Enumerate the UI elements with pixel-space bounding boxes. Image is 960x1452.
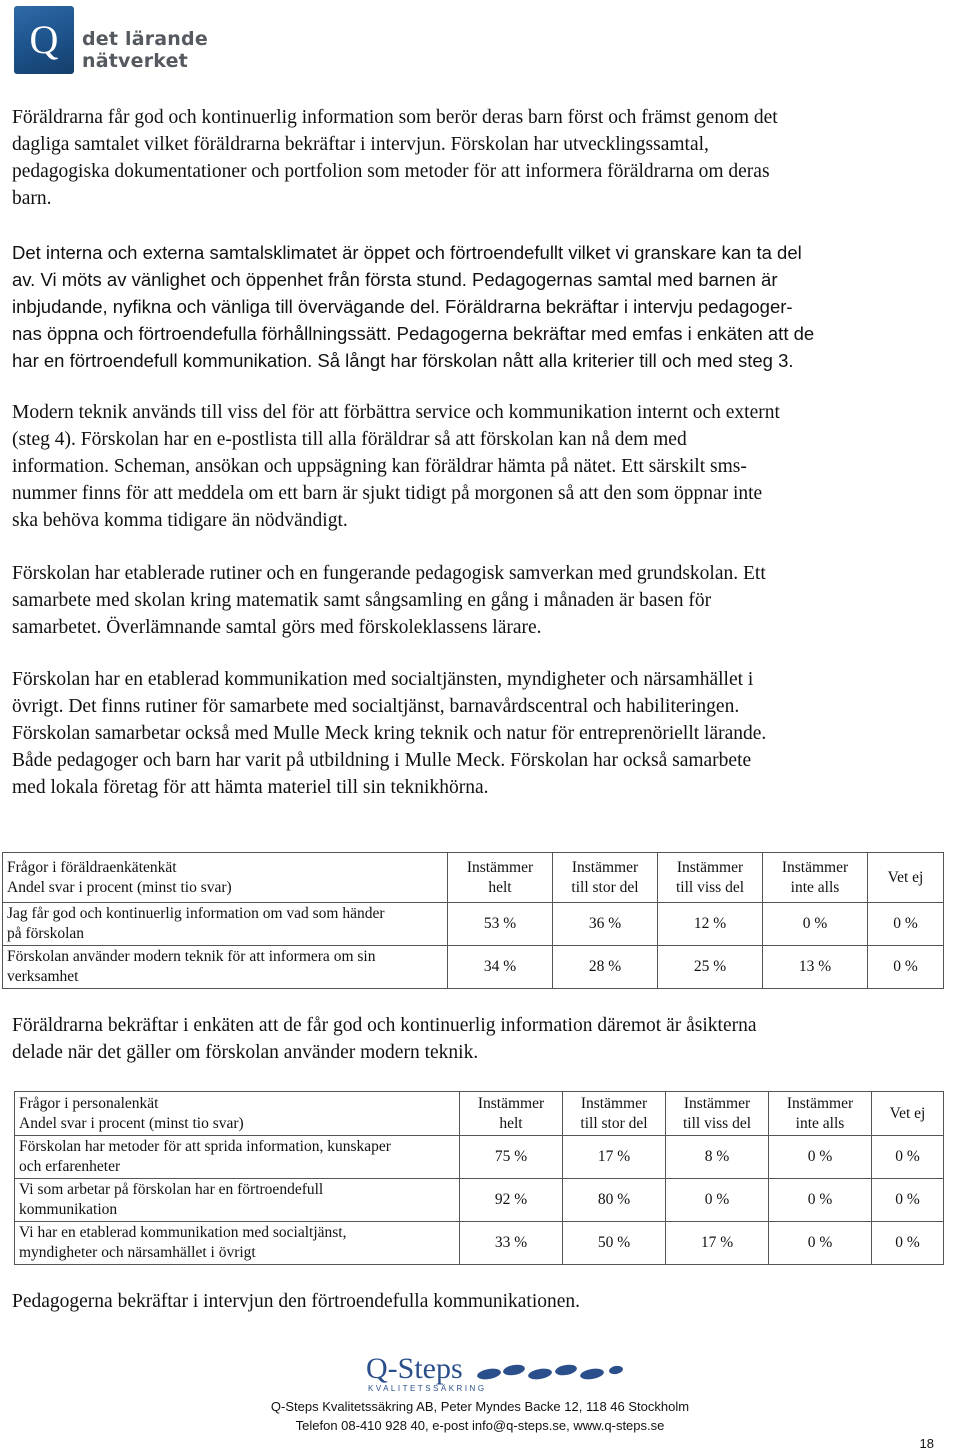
- column-line: till stor del: [580, 1114, 648, 1132]
- value-cell: 0 %: [868, 903, 944, 946]
- question-line: kommunikation: [19, 1201, 118, 1218]
- value-cell: 0 %: [868, 946, 944, 989]
- table-header-question: [15, 1092, 460, 1136]
- paragraph-communication-climate: [12, 239, 942, 374]
- column-line: Instämmer: [571, 858, 639, 876]
- text-line: pedagogiska dokumentationer och portfolion som metoder för att informera föräldrarna om deras: [12, 161, 770, 182]
- question-line: och erfarenheter: [19, 1158, 121, 1175]
- column-line: Vet ej: [889, 1104, 926, 1122]
- column-line: Instämmer: [781, 858, 849, 876]
- column-header: [460, 1092, 563, 1136]
- column-line: helt: [488, 878, 512, 896]
- text-line: av. Vi möts av vänlighet och öppenhet från första stund. Pedagogernas samtal med barnen är: [12, 269, 778, 290]
- question-cell: [15, 1136, 460, 1179]
- text-line: Förskolan har en etablerad kommunikation med socialtjänsten, myndigheter och närsamhället i: [12, 669, 754, 690]
- question-line: Förskolan använder modern teknik för att informera om sin: [7, 948, 376, 965]
- page-number: 18: [919, 1436, 934, 1451]
- column-header: [666, 1092, 769, 1136]
- column-header: [868, 853, 944, 903]
- footprints-icon: [474, 1358, 624, 1388]
- column-header: [763, 853, 868, 903]
- value-cell: 0 %: [769, 1179, 872, 1222]
- value-cell: 0 %: [763, 903, 868, 946]
- staff-survey-table: [14, 1091, 944, 1265]
- column-line: Vet ej: [887, 868, 924, 886]
- text-line: Föräldrarna får god och kontinuerlig information som berör deras barn först och främst genom det: [12, 107, 778, 128]
- question-cell: [15, 1179, 460, 1222]
- table-row: [15, 1222, 944, 1265]
- value-cell: 12 %: [658, 903, 763, 946]
- column-line: Instämmer: [683, 1094, 751, 1112]
- column-line: inte alls: [790, 878, 840, 896]
- column-header: [553, 853, 658, 903]
- value-cell: 36 %: [553, 903, 658, 946]
- value-cell: 80 %: [563, 1179, 666, 1222]
- text-line: information. Scheman, ansökan och uppsägning kan föräldrar hämta på nätet. Ett särskilt sms-: [12, 456, 747, 477]
- value-cell: 33 %: [460, 1222, 563, 1265]
- footer-logo: [366, 1352, 626, 1394]
- text-line: Pedagogerna bekräftar i intervjun den förtroendefulla kommunikationen.: [12, 1291, 581, 1312]
- column-header: [872, 1092, 944, 1136]
- value-cell: 0 %: [872, 1179, 944, 1222]
- text-line: Det interna och externa samtalsklimatet är öppet och förtroendefullt vilket vi granskare kan ta del: [12, 242, 802, 263]
- column-line: till viss del: [675, 878, 745, 896]
- header-line: Andel svar i procent (minst tio svar): [7, 878, 232, 896]
- column-line: till viss del: [682, 1114, 752, 1132]
- text-line: samarbetet. Överlämnande samtal görs med förskoleklassens lärare.: [12, 617, 542, 638]
- table-header-question: [3, 853, 448, 903]
- value-cell: 25 %: [658, 946, 763, 989]
- question-line: Vi som arbetar på förskolan har en förtroendefull: [19, 1181, 324, 1198]
- column-line: Instämmer: [676, 858, 744, 876]
- table-header-row: [15, 1092, 944, 1136]
- column-line: till stor del: [571, 878, 639, 896]
- question-line: på förskolan: [7, 925, 85, 942]
- value-cell: 53 %: [448, 903, 553, 946]
- question-cell: [3, 903, 448, 946]
- question-line: Jag får god och kontinuerlig information om vad som händer: [7, 905, 385, 922]
- value-cell: 13 %: [763, 946, 868, 989]
- text-line: Modern teknik används till viss del för att förbättra service och kommunikation internt och externt: [12, 402, 780, 423]
- text-line: Både pedagoger och barn har varit på utbildning i Mulle Meck. Förskolan har också samarbete: [12, 750, 752, 771]
- paragraph-school-cooperation: [12, 560, 942, 641]
- column-line: Instämmer: [786, 1094, 854, 1112]
- paragraph-parent-information: [12, 104, 942, 212]
- value-cell: 75 %: [460, 1136, 563, 1179]
- question-line: myndigheter och närsamhället i övrigt: [19, 1244, 256, 1261]
- text-line: ska behöva komma tidigare än nödvändigt.: [12, 510, 348, 531]
- column-line: helt: [499, 1114, 523, 1132]
- paragraph-staff-conclusion: [12, 1288, 942, 1315]
- column-line: Instämmer: [466, 858, 534, 876]
- paragraph-modern-technology: [12, 399, 942, 534]
- text-line: Förskolan samarbetar också med Mulle Meck kring teknik och natur för entreprenöriellt lärande.: [12, 723, 767, 744]
- paragraph-external-communication: [12, 666, 942, 801]
- column-header: [563, 1092, 666, 1136]
- header-line: Frågor i personalenkät: [19, 1094, 159, 1112]
- column-line: Instämmer: [580, 1094, 648, 1112]
- header-line: Andel svar i procent (minst tio svar): [19, 1114, 244, 1132]
- text-line: barn.: [12, 188, 52, 209]
- value-cell: 28 %: [553, 946, 658, 989]
- value-cell: 0 %: [872, 1136, 944, 1179]
- question-cell: [3, 946, 448, 989]
- footer-address: Q-Steps Kvalitetssäkring AB, Peter Myndes Backe 12, 118 46 Stockholm: [270, 1399, 690, 1414]
- footer-logo-subtitle: KVALITETSSÄKRING: [368, 1384, 487, 1393]
- text-line: delade när det gäller om förskolan använder modern teknik.: [12, 1042, 479, 1063]
- value-cell: 0 %: [769, 1136, 872, 1179]
- value-cell: 0 %: [872, 1222, 944, 1265]
- value-cell: 50 %: [563, 1222, 666, 1265]
- paragraph-parent-conclusion: [12, 1012, 942, 1066]
- question-line: verksamhet: [7, 968, 79, 985]
- value-cell: 17 %: [563, 1136, 666, 1179]
- table-header-row: [3, 853, 944, 903]
- text-line: samarbete med skolan kring matematik samt sångsamling en gång i månaden är basen för: [12, 590, 712, 611]
- parent-survey-table: [2, 852, 944, 989]
- header-line: Frågor i föräldraenkätenkät: [7, 858, 177, 876]
- text-line: (steg 4). Förskolan har en e-postlista till alla föräldrar så att förskolan kan nå dem med: [12, 429, 687, 450]
- value-cell: 0 %: [769, 1222, 872, 1265]
- table-row: [3, 946, 944, 989]
- text-line: med lokala företag för att hämta materiel till sin teknikhörna.: [12, 777, 489, 798]
- logo-text: det lärande nätverket: [82, 28, 208, 72]
- text-line: dagliga samtalet vilket föräldrarna bekräftar i intervjun. Förskolan har utvecklingssamtal,: [12, 134, 709, 155]
- question-cell: [15, 1222, 460, 1265]
- table-row: [15, 1136, 944, 1179]
- column-header: [658, 853, 763, 903]
- footer-contact: Telefon 08-410 928 40, e-post info@q-steps.se, www.q-steps.se: [295, 1418, 665, 1433]
- text-line: övrigt. Det finns rutiner för samarbete med socialtjänst, barnavårdscentral och habiliteringen.: [12, 696, 740, 717]
- question-line: Förskolan har metoder för att sprida information, kunskaper: [19, 1138, 391, 1155]
- column-header: [448, 853, 553, 903]
- header-logo: [14, 6, 284, 76]
- column-header: [769, 1092, 872, 1136]
- value-cell: 8 %: [666, 1136, 769, 1179]
- value-cell: 92 %: [460, 1179, 563, 1222]
- logo-letter: Q: [29, 17, 59, 62]
- text-line: nas öppna och förtroendefulla förhållningssätt. Pedagogerna bekräftar med emfas i enkäten att de: [12, 323, 815, 344]
- question-line: Vi har en etablerad kommunikation med socialtjänst,: [19, 1224, 347, 1241]
- table-row: [3, 903, 944, 946]
- column-line: inte alls: [795, 1114, 845, 1132]
- text-line: Förskolan har etablerade rutiner och en fungerande pedagogisk samverkan med grundskolan. Ett: [12, 563, 766, 584]
- value-cell: 34 %: [448, 946, 553, 989]
- text-line: har en förtroendefull kommunikation. Så långt har förskolan nått alla kriterier till och med steg 3.: [12, 350, 794, 371]
- text-line: nummer finns för att meddela om ett barn är sjukt tidigt på morgonen så att den som öppnar inte: [12, 483, 763, 504]
- table-row: [15, 1179, 944, 1222]
- text-line: Föräldrarna bekräftar i enkäten att de får god och kontinuerlig information däremot är åsikterna: [12, 1015, 757, 1036]
- text-line: inbjudande, nyfikna och vänliga till övervägande del. Föräldrarna bekräftar i intervju pedagoger-: [12, 296, 793, 317]
- footer-logo-name: Q-Steps: [366, 1352, 463, 1385]
- logo-badge: [14, 6, 74, 74]
- value-cell: 17 %: [666, 1222, 769, 1265]
- column-line: Instämmer: [477, 1094, 545, 1112]
- value-cell: 0 %: [666, 1179, 769, 1222]
